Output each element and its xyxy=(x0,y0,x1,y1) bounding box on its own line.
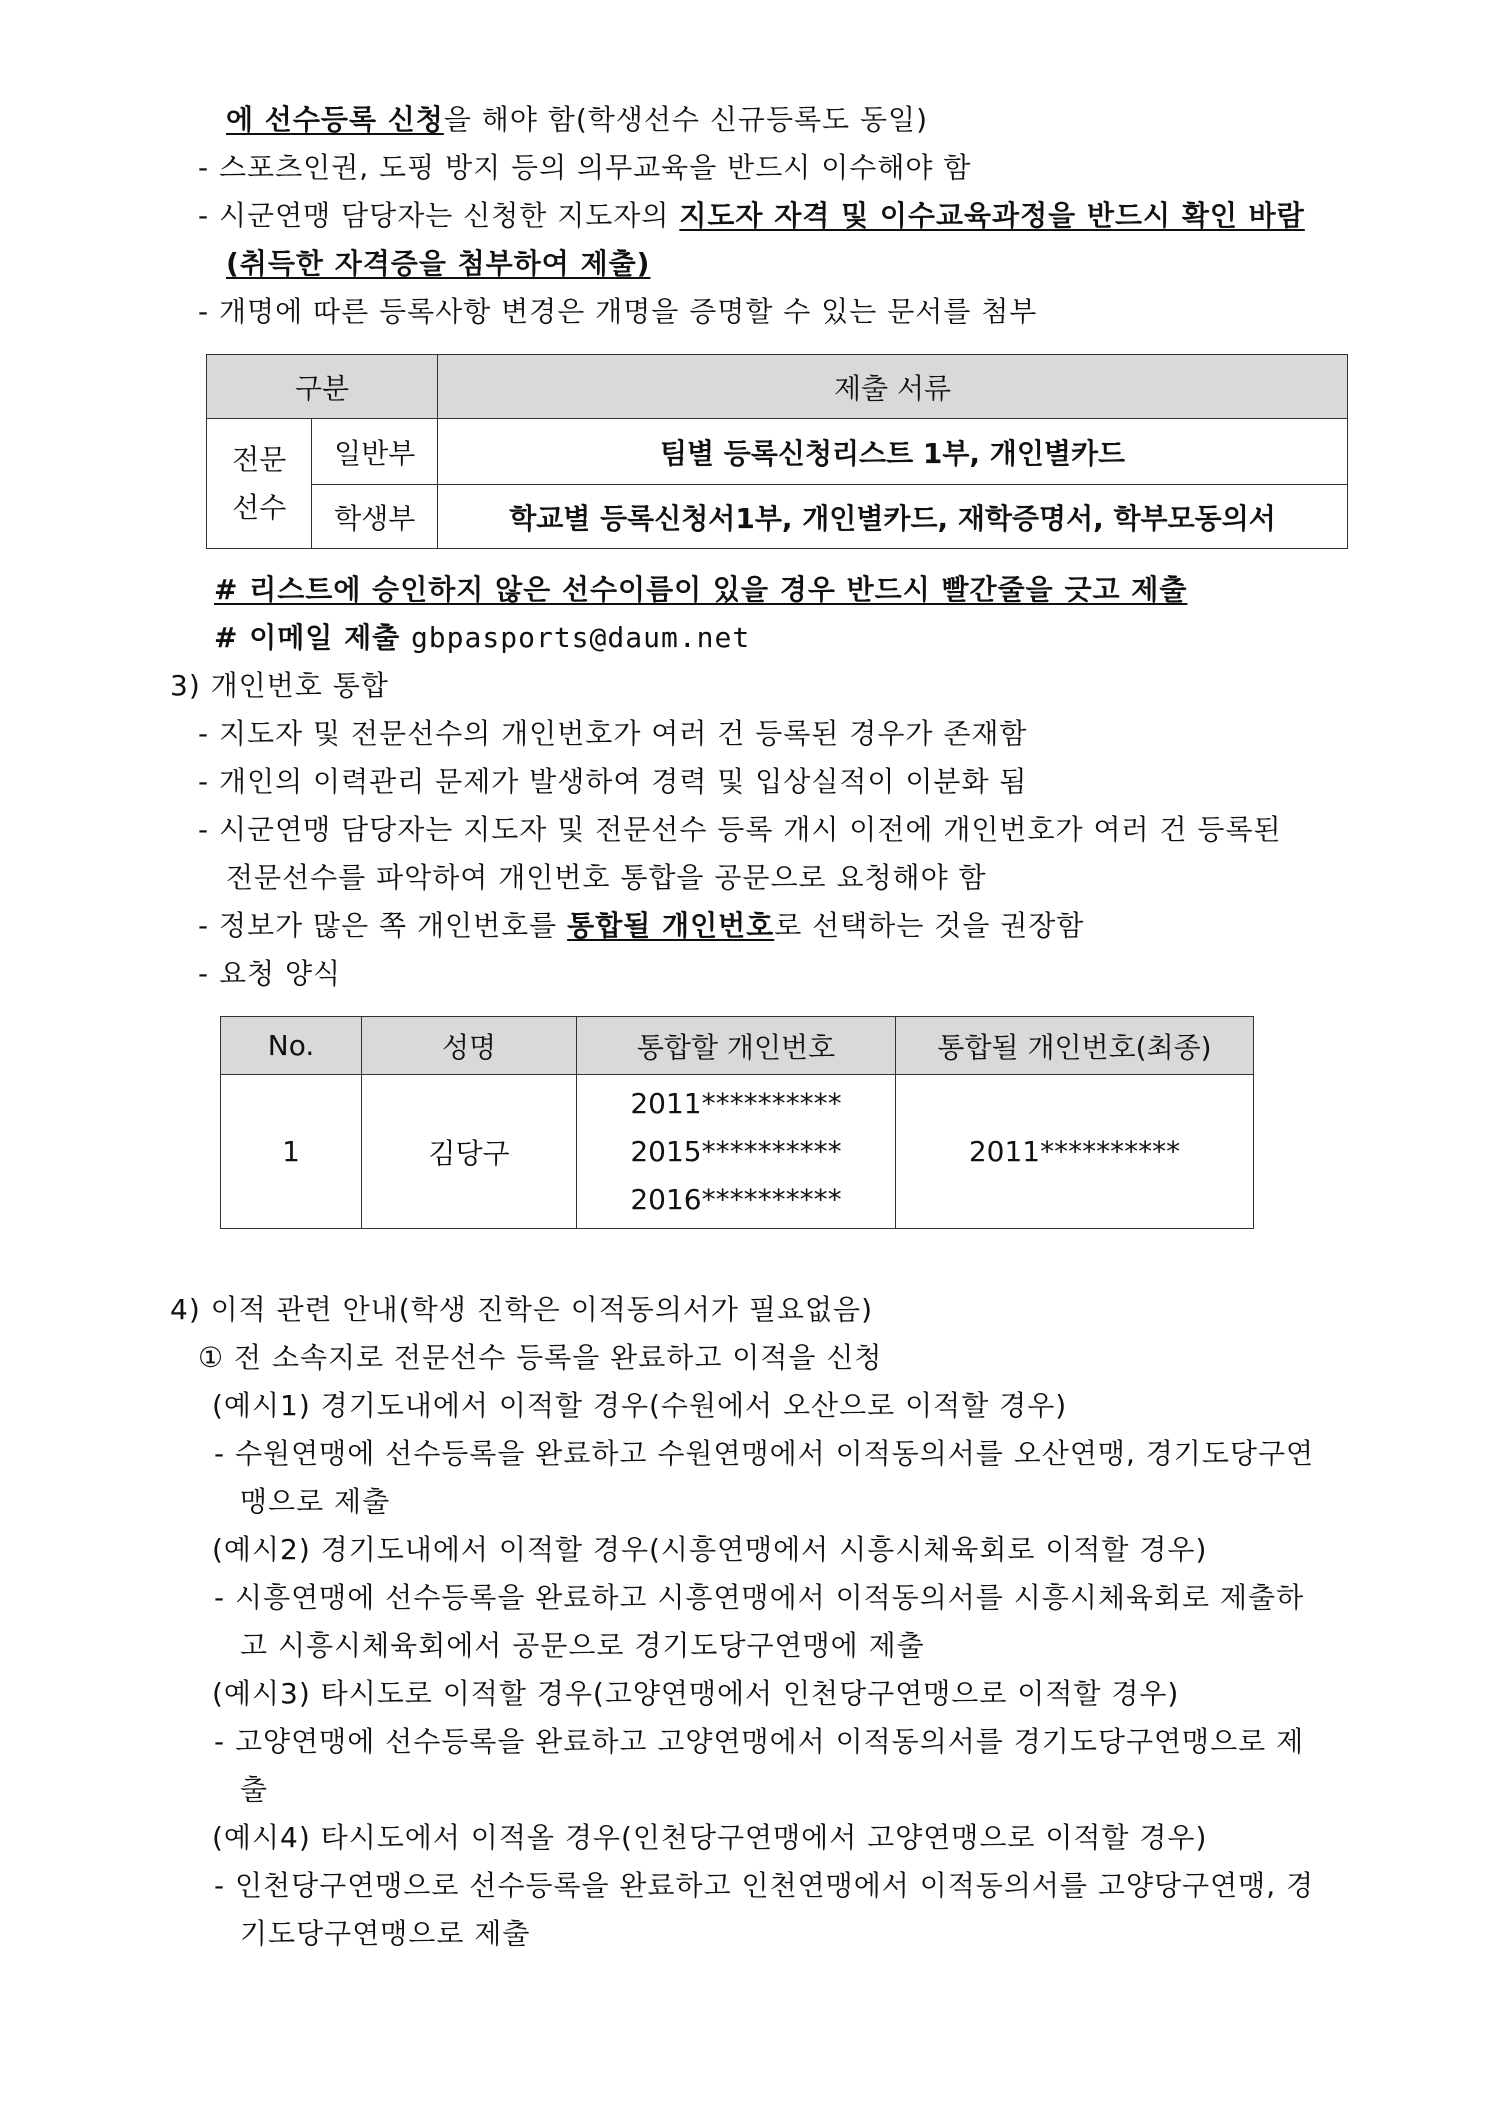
example-4-desc-a: - 인천당구연맹으로 선수등록을 완료하고 인천연맹에서 이적동의서를 고양당구연맹, 경 xyxy=(214,1869,1315,1902)
row-ids-to-merge xyxy=(577,1075,896,1229)
intro-line-3-emphasis: 지도자 자격 및 이수교육과정을 반드시 확인 바람 xyxy=(679,199,1305,232)
example-1-desc-b: 맹으로 제출 xyxy=(240,1485,391,1518)
header-category: 구분 xyxy=(207,355,438,419)
row-name: 김당구 xyxy=(362,1075,577,1229)
example-1-desc-a: - 수원연맹에 선수등록을 완료하고 수원연맹에서 이적동의서를 오산연맹, 경기도당구연 xyxy=(214,1437,1315,1470)
intro-line-1 xyxy=(226,102,928,138)
example-3-desc-a: - 고양연맹에 선수등록을 완료하고 고양연맹에서 이적동의서를 경기도당구연맹으로 제 xyxy=(214,1725,1305,1758)
example-1-title: (예시1) 경기도내에서 이적할 경우(수원에서 오산으로 이적할 경우) xyxy=(212,1389,1068,1422)
intro-line-5: - 개명에 따른 등록사항 변경은 개명을 증명할 수 있는 문서를 첨부 xyxy=(198,295,1038,328)
note-red-line: # 리스트에 승인하지 않은 선수이름이 있을 경우 반드시 빨간줄을 긋고 제출 xyxy=(214,573,1188,606)
example-3-title: (예시3) 타시도로 이적할 경우(고양연맹에서 인천당구연맹으로 이적할 경우) xyxy=(212,1677,1180,1710)
table-header-row xyxy=(207,355,1348,419)
header-ids-to-merge: 통합할 개인번호 xyxy=(577,1017,896,1075)
merge-id-1: 2011********** xyxy=(630,1086,842,1120)
intro-line-4: (취득한 자격증을 첨부하여 제출) xyxy=(226,247,651,280)
example-4-title: (예시4) 타시도에서 이적올 경우(인천당구연맹에서 고양연맹으로 이적할 경우) xyxy=(212,1821,1208,1854)
table-row xyxy=(221,1075,1254,1229)
table-row xyxy=(207,485,1348,549)
intro-line-1-rest: 을 해야 함(학생선수 신규등록도 동일) xyxy=(443,103,929,136)
intro-line-3-pre: - 시군연맹 담당자는 신청한 지도자의 xyxy=(198,199,680,232)
intro-line-2: - 스포츠인권, 도핑 방지 등의 의무교육을 반드시 이수해야 함 xyxy=(198,151,972,184)
section-3-bullet-4 xyxy=(198,908,1084,944)
header-name: 성명 xyxy=(362,1017,577,1075)
example-4-desc-b: 기도당구연맹으로 제출 xyxy=(240,1917,531,1950)
group-label-line-2: 선수 xyxy=(232,490,287,524)
merge-id-2: 2015********** xyxy=(630,1134,842,1168)
type-cell: 일반부 xyxy=(312,419,438,485)
section-3-bullet-5: - 요청 양식 xyxy=(198,957,342,990)
docs-cell: 팀별 등록신청리스트 1부, 개인별카드 xyxy=(438,419,1348,485)
example-2-desc-a: - 시흥연맹에 선수등록을 완료하고 시흥연맹에서 이적동의서를 시흥시체육회로 제출하 xyxy=(214,1581,1305,1614)
section-3-bullet-4-emphasis: 통합될 개인번호 xyxy=(567,909,775,942)
section-3-bullet-4-pre: - 정보가 많은 쪽 개인번호를 xyxy=(198,909,568,942)
section-4-step-1: ① 전 소속지로 전문선수 등록을 완료하고 이적을 신청 xyxy=(198,1341,883,1374)
merge-request-table xyxy=(220,1016,1254,1229)
header-documents: 제출 서류 xyxy=(438,355,1348,419)
row-no: 1 xyxy=(221,1075,362,1229)
group-label-line-1: 전문 xyxy=(232,442,287,476)
section-4-title: 4) 이적 관련 안내(학생 진학은 이적동의서가 필요없음) xyxy=(170,1293,873,1326)
email-address: gbpasports@daum.net xyxy=(410,621,751,654)
type-cell: 학생부 xyxy=(312,485,438,549)
intro-line-1-emphasis: 에 선수등록 신청 xyxy=(226,103,444,136)
section-3-title: 3) 개인번호 통합 xyxy=(170,669,389,702)
note-email xyxy=(214,620,750,656)
merge-id-3: 2016********** xyxy=(630,1182,842,1216)
section-3-bullet-1: - 지도자 및 전문선수의 개인번호가 여러 건 등록된 경우가 존재함 xyxy=(198,717,1028,750)
example-3-desc-b: 출 xyxy=(240,1773,269,1806)
section-3-bullet-3b: 전문선수를 파악하여 개인번호 통합을 공문으로 요청해야 함 xyxy=(226,861,987,894)
section-3-bullet-3a: - 시군연맹 담당자는 지도자 및 전문선수 등록 개시 이전에 개인번호가 여러 건 등록된 xyxy=(198,813,1282,846)
row-final-id: 2011********** xyxy=(896,1075,1254,1229)
example-2-desc-b: 고 시흥시체육회에서 공문으로 경기도당구연맹에 제출 xyxy=(240,1629,925,1662)
intro-line-3 xyxy=(198,198,1305,234)
table-row xyxy=(207,419,1348,485)
note-email-label: # 이메일 제출 xyxy=(214,621,411,654)
group-label-cell xyxy=(207,419,312,549)
section-3-bullet-2: - 개인의 이력관리 문제가 발생하여 경력 및 입상실적이 이분화 됨 xyxy=(198,765,1028,798)
header-final-id: 통합될 개인번호(최종) xyxy=(896,1017,1254,1075)
table-header-row xyxy=(221,1017,1254,1075)
header-no: No. xyxy=(221,1017,362,1075)
submission-docs-table xyxy=(206,354,1348,549)
section-3-bullet-4-post: 로 선택하는 것을 권장함 xyxy=(774,909,1085,942)
docs-cell: 학교별 등록신청서1부, 개인별카드, 재학증명서, 학부모동의서 xyxy=(438,485,1348,549)
example-2-title: (예시2) 경기도내에서 이적할 경우(시흥연맹에서 시흥시체육회로 이적할 경우) xyxy=(212,1533,1208,1566)
